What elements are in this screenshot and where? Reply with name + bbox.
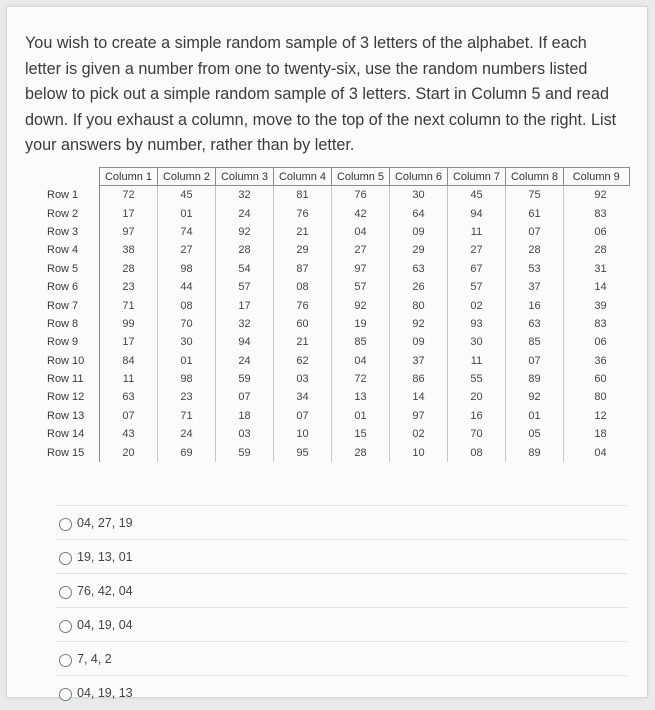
radio-button[interactable] (59, 518, 72, 531)
table-cell: 27 (158, 241, 216, 259)
table-cell: 67 (448, 260, 506, 278)
table-cell: 20 (100, 443, 158, 461)
table-cell: 53 (506, 260, 564, 278)
table-cell: 28 (332, 443, 390, 461)
table-row (43, 204, 629, 222)
table-header-row (43, 168, 629, 186)
table-cell: 84 (100, 352, 158, 370)
row-label: Row 4 (43, 241, 100, 259)
table-row (43, 407, 629, 425)
table-cell: 37 (390, 352, 448, 370)
table-cell: 21 (274, 223, 332, 241)
table-cell: 04 (332, 223, 390, 241)
table-cell: 97 (100, 223, 158, 241)
table-cell: 17 (100, 333, 158, 351)
table-cell: 93 (448, 315, 506, 333)
table-cell: 71 (158, 407, 216, 425)
table-cell: 60 (564, 370, 630, 388)
radio-button[interactable] (59, 654, 72, 667)
table-cell: 26 (390, 278, 448, 296)
row-label: Row 1 (43, 186, 100, 205)
table-cell: 86 (390, 370, 448, 388)
table-cell: 32 (216, 186, 274, 205)
table-cell: 38 (100, 241, 158, 259)
table-cell: 23 (158, 388, 216, 406)
column-header: Column 8 (506, 168, 564, 186)
column-header: Column 7 (448, 168, 506, 186)
table-cell: 76 (274, 204, 332, 222)
row-label: Row 14 (43, 425, 100, 443)
table-row (43, 443, 629, 461)
table-cell: 72 (100, 186, 158, 205)
question-card (6, 6, 648, 698)
table-cell: 23 (100, 278, 158, 296)
random-number-table (43, 167, 630, 462)
column-header: Column 1 (100, 168, 158, 186)
row-label: Row 8 (43, 315, 100, 333)
table-cell: 92 (390, 315, 448, 333)
row-label: Row 15 (43, 443, 100, 461)
table-cell: 89 (506, 443, 564, 461)
table-cell: 02 (448, 296, 506, 314)
table-row (43, 388, 629, 406)
table-cell: 94 (448, 204, 506, 222)
table-cell: 01 (158, 204, 216, 222)
answer-option[interactable] (55, 607, 627, 642)
table-cell: 74 (158, 223, 216, 241)
table-cell: 72 (332, 370, 390, 388)
table-cell: 85 (506, 333, 564, 351)
table-cell: 06 (564, 333, 630, 351)
table-cell: 59 (216, 443, 274, 461)
table-cell: 39 (564, 296, 630, 314)
table-cell: 24 (158, 425, 216, 443)
table-row (43, 425, 629, 443)
table-cell: 60 (274, 315, 332, 333)
table-cell: 07 (216, 388, 274, 406)
row-label: Row 9 (43, 333, 100, 351)
column-header: Column 4 (274, 168, 332, 186)
table-cell: 42 (332, 204, 390, 222)
table-cell: 12 (564, 407, 630, 425)
table-cell: 04 (332, 352, 390, 370)
answer-option[interactable] (55, 573, 627, 608)
table-cell: 06 (564, 223, 630, 241)
table-cell: 08 (274, 278, 332, 296)
column-header: Column 6 (390, 168, 448, 186)
header-corner (43, 168, 100, 186)
table-cell: 92 (216, 223, 274, 241)
table-cell: 55 (448, 370, 506, 388)
radio-button[interactable] (59, 586, 72, 599)
table-cell: 16 (506, 296, 564, 314)
table-row (43, 315, 629, 333)
table-cell: 61 (506, 204, 564, 222)
question-text: You wish to create a simple random sample of 3 letters of the alphabet. If each letter is given a number from one to twenty-six, use the random numbers listed below to pick out a simple random sample of 3 letters. Start in Column 5 and read down. If you exhaust a column, move to the top of the next column to the right. List your answers by number, rather than by letter. (25, 34, 617, 154)
table-cell: 14 (390, 388, 448, 406)
table-cell: 11 (448, 352, 506, 370)
table-cell: 07 (506, 223, 564, 241)
table-cell: 37 (506, 278, 564, 296)
table-cell: 36 (564, 352, 630, 370)
table-cell: 15 (332, 425, 390, 443)
table-row (43, 333, 629, 351)
table-cell: 03 (216, 425, 274, 443)
table-cell: 87 (274, 260, 332, 278)
table-cell: 16 (448, 407, 506, 425)
table-cell: 24 (216, 204, 274, 222)
answer-option-label: 76, 42, 04 (77, 584, 133, 598)
table-cell: 10 (390, 443, 448, 461)
table-row (43, 241, 629, 259)
table-cell: 57 (332, 278, 390, 296)
table-cell: 95 (274, 443, 332, 461)
table-cell: 09 (390, 333, 448, 351)
table-cell: 30 (390, 186, 448, 205)
table-cell: 14 (564, 278, 630, 296)
table-cell: 63 (506, 315, 564, 333)
table-cell: 57 (448, 278, 506, 296)
table-cell: 32 (216, 315, 274, 333)
column-header: Column 5 (332, 168, 390, 186)
table-cell: 92 (506, 388, 564, 406)
table-cell: 04 (564, 443, 630, 461)
table-cell: 94 (216, 333, 274, 351)
table-cell: 57 (216, 278, 274, 296)
table-cell: 76 (332, 186, 390, 205)
table-cell: 28 (100, 260, 158, 278)
table-cell: 63 (100, 388, 158, 406)
table-cell: 19 (332, 315, 390, 333)
table-cell: 80 (564, 388, 630, 406)
row-label: Row 10 (43, 352, 100, 370)
radio-button[interactable] (59, 552, 72, 565)
table-cell: 17 (216, 296, 274, 314)
column-header: Column 3 (216, 168, 274, 186)
answer-option-label: 04, 19, 13 (77, 686, 133, 700)
table-cell: 44 (158, 278, 216, 296)
table-cell: 07 (100, 407, 158, 425)
answer-option[interactable] (55, 539, 627, 574)
table-cell: 92 (564, 186, 630, 205)
table-cell: 70 (158, 315, 216, 333)
table-cell: 11 (100, 370, 158, 388)
table-cell: 29 (274, 241, 332, 259)
table-cell: 97 (390, 407, 448, 425)
table-cell: 83 (564, 315, 630, 333)
table-cell: 29 (390, 241, 448, 259)
answer-option-label: 04, 27, 19 (77, 516, 133, 530)
table-cell: 98 (158, 370, 216, 388)
table-cell: 69 (158, 443, 216, 461)
table-cell: 11 (448, 223, 506, 241)
table-row (43, 296, 629, 314)
table-cell: 08 (448, 443, 506, 461)
table-cell: 54 (216, 260, 274, 278)
table-cell: 01 (158, 352, 216, 370)
table-cell: 64 (390, 204, 448, 222)
table-cell: 28 (564, 241, 630, 259)
answer-option[interactable] (55, 675, 627, 710)
table-cell: 07 (274, 407, 332, 425)
row-label: Row 3 (43, 223, 100, 241)
column-header: Column 9 (564, 168, 630, 186)
table-cell: 30 (448, 333, 506, 351)
row-label: Row 12 (43, 388, 100, 406)
answer-option-label: 7, 4, 2 (77, 652, 112, 666)
table-cell: 21 (274, 333, 332, 351)
table-cell: 85 (332, 333, 390, 351)
table-cell: 92 (332, 296, 390, 314)
table-cell: 02 (390, 425, 448, 443)
table-cell: 31 (564, 260, 630, 278)
row-label: Row 5 (43, 260, 100, 278)
table-cell: 17 (100, 204, 158, 222)
table-cell: 05 (506, 425, 564, 443)
table-row (43, 260, 629, 278)
table-cell: 98 (158, 260, 216, 278)
table-cell: 30 (158, 333, 216, 351)
table-cell: 99 (100, 315, 158, 333)
answer-option-label: 04, 19, 04 (77, 618, 133, 632)
table-cell: 75 (506, 186, 564, 205)
table-cell: 76 (274, 296, 332, 314)
table-row (43, 370, 629, 388)
table-cell: 03 (274, 370, 332, 388)
table-cell: 43 (100, 425, 158, 443)
table-cell: 10 (274, 425, 332, 443)
table-cell: 27 (332, 241, 390, 259)
radio-button[interactable] (59, 620, 72, 633)
table-row (43, 186, 629, 205)
row-label: Row 7 (43, 296, 100, 314)
table-cell: 63 (390, 260, 448, 278)
table-cell: 01 (506, 407, 564, 425)
table-cell: 07 (506, 352, 564, 370)
table-cell: 13 (332, 388, 390, 406)
table-row (43, 278, 629, 296)
table-cell: 18 (216, 407, 274, 425)
row-label: Row 2 (43, 204, 100, 222)
table-cell: 80 (390, 296, 448, 314)
answer-option[interactable] (55, 641, 627, 676)
table-cell: 71 (100, 296, 158, 314)
row-label: Row 13 (43, 407, 100, 425)
table-cell: 97 (332, 260, 390, 278)
table-cell: 45 (448, 186, 506, 205)
table-cell: 83 (564, 204, 630, 222)
table-cell: 01 (332, 407, 390, 425)
answer-option-label: 19, 13, 01 (77, 550, 133, 564)
table-cell: 28 (506, 241, 564, 259)
table-cell: 34 (274, 388, 332, 406)
row-label: Row 11 (43, 370, 100, 388)
row-label: Row 6 (43, 278, 100, 296)
table-cell: 28 (216, 241, 274, 259)
table-cell: 20 (448, 388, 506, 406)
answer-option[interactable] (55, 505, 627, 540)
table-row (43, 352, 629, 370)
table-cell: 27 (448, 241, 506, 259)
table-cell: 08 (158, 296, 216, 314)
table-cell: 70 (448, 425, 506, 443)
table-cell: 45 (158, 186, 216, 205)
column-header: Column 2 (158, 168, 216, 186)
table-cell: 09 (390, 223, 448, 241)
table-cell: 24 (216, 352, 274, 370)
table-cell: 59 (216, 370, 274, 388)
table-cell: 62 (274, 352, 332, 370)
table-cell: 18 (564, 425, 630, 443)
table-row (43, 223, 629, 241)
radio-button[interactable] (59, 688, 72, 701)
table-cell: 89 (506, 370, 564, 388)
table-cell: 81 (274, 186, 332, 205)
